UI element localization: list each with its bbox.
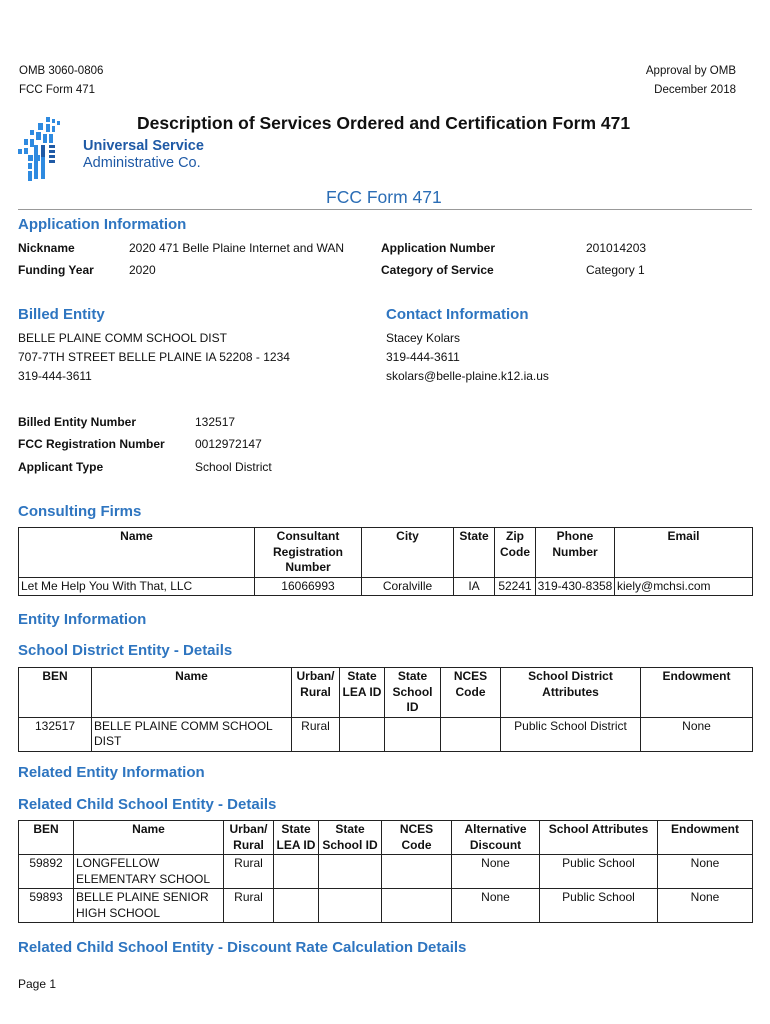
form-label: FCC Form 471 bbox=[19, 84, 96, 96]
billed-entity-address-block bbox=[18, 329, 290, 386]
related-child-details-heading: Related Child School Entity - Details bbox=[18, 796, 277, 813]
col-endowment: Endowment bbox=[641, 668, 753, 718]
usac-logo-text bbox=[83, 138, 204, 172]
col-nces-code: NCES Code bbox=[441, 668, 501, 718]
contact-name: Stacey Kolars bbox=[386, 331, 461, 345]
cell-name: LONGFELLOW ELEMENTARY SCHOOL bbox=[74, 855, 224, 889]
cell-registration: 16066993 bbox=[255, 577, 362, 596]
cell-name: Let Me Help You With That, LLC bbox=[19, 577, 255, 596]
school-district-table bbox=[18, 667, 753, 752]
header-left bbox=[19, 62, 103, 100]
col-endowment: Endowment bbox=[658, 821, 753, 855]
application-number-label: Application Number bbox=[381, 241, 496, 255]
fcc-registration-value: 0012972147 bbox=[195, 437, 262, 451]
col-phone: Phone Number bbox=[536, 528, 615, 578]
col-state-school-id: State School ID bbox=[319, 821, 382, 855]
related-child-table bbox=[18, 820, 753, 923]
table-header-row bbox=[19, 668, 753, 718]
col-zip: Zip Code bbox=[495, 528, 536, 578]
col-city: City bbox=[362, 528, 454, 578]
col-ben: BEN bbox=[19, 821, 74, 855]
contact-email: skolars@belle-plaine.k12.ia.us bbox=[386, 369, 549, 383]
logo-line-2: Administrative Co. bbox=[83, 155, 201, 171]
col-name: Name bbox=[74, 821, 224, 855]
header-right bbox=[646, 62, 736, 100]
funding-year-value: 2020 bbox=[129, 263, 156, 277]
billed-entity-name: BELLE PLAINE COMM SCHOOL DIST bbox=[18, 331, 227, 345]
cell-urban-rural: Rural bbox=[292, 717, 340, 751]
cell-endowment: None bbox=[658, 889, 753, 923]
category-label: Category of Service bbox=[381, 263, 494, 277]
consulting-firms-table bbox=[18, 527, 753, 596]
cell-urban-rural: Rural bbox=[224, 855, 274, 889]
contact-phone: 319-444-3611 bbox=[386, 350, 460, 364]
billed-entity-phone: 319-444-3611 bbox=[18, 369, 92, 383]
nickname-value: 2020 471 Belle Plaine Internet and WAN bbox=[129, 241, 345, 255]
cell-state: IA bbox=[454, 577, 495, 596]
contact-information-heading: Contact Information bbox=[386, 306, 529, 323]
cell-alternative-discount: None bbox=[452, 855, 540, 889]
table-row bbox=[19, 717, 753, 751]
cell-nces-code bbox=[382, 889, 452, 923]
school-district-details-heading: School District Entity - Details bbox=[18, 642, 233, 659]
title-divider bbox=[18, 209, 752, 210]
cell-urban-rural: Rural bbox=[224, 889, 274, 923]
cell-nces-code bbox=[441, 717, 501, 751]
table-header-row bbox=[19, 821, 753, 855]
document-title: Description of Services Ordered and Certification Form 471 bbox=[137, 113, 631, 133]
billed-entity-address: 707-7TH STREET BELLE PLAINE IA 52208 - 1234 bbox=[18, 350, 290, 364]
cell-name: BELLE PLAINE SENIOR HIGH SCHOOL bbox=[74, 889, 224, 923]
cell-ben: 59893 bbox=[19, 889, 74, 923]
cell-ben: 132517 bbox=[19, 717, 92, 751]
cell-zip: 52241 bbox=[495, 577, 536, 596]
related-entity-heading: Related Entity Information bbox=[18, 764, 205, 781]
cell-state-school-id bbox=[385, 717, 441, 751]
contact-block bbox=[386, 329, 549, 386]
application-information-heading: Application Information bbox=[18, 216, 187, 233]
col-consultant-registration: Consultant Registration Number bbox=[255, 528, 362, 578]
nickname-label: Nickname bbox=[18, 241, 75, 255]
col-ben: BEN bbox=[19, 668, 92, 718]
cell-state-lea-id bbox=[274, 855, 319, 889]
cell-alternative-discount: None bbox=[452, 889, 540, 923]
cell-city: Coralville bbox=[362, 577, 454, 596]
application-number-value: 201014203 bbox=[586, 241, 647, 255]
cell-state-lea-id bbox=[274, 889, 319, 923]
logo-line-1: Universal Service bbox=[83, 138, 204, 154]
entity-information-heading: Entity Information bbox=[18, 611, 147, 628]
col-state-school-id: State School ID bbox=[385, 668, 441, 718]
usac-logo-icon bbox=[16, 115, 78, 185]
cell-email: kiely@mchsi.com bbox=[615, 577, 753, 596]
col-state-lea-id: State LEA ID bbox=[340, 668, 385, 718]
cell-state-lea-id bbox=[340, 717, 385, 751]
form-title: FCC Form 471 bbox=[326, 187, 442, 207]
cell-school-attributes: Public School bbox=[540, 855, 658, 889]
table-row bbox=[19, 855, 753, 889]
ben-value: 132517 bbox=[195, 415, 236, 429]
cell-name: BELLE PLAINE COMM SCHOOL DIST bbox=[92, 717, 292, 751]
col-urban-rural: Urban/ Rural bbox=[224, 821, 274, 855]
col-alternative-discount: Alternative Discount bbox=[452, 821, 540, 855]
cell-phone: 319-430-8358 bbox=[536, 577, 615, 596]
consulting-firms-heading: Consulting Firms bbox=[18, 503, 142, 520]
discount-rate-heading: Related Child School Entity - Discount Rate Calculation Details bbox=[18, 939, 467, 956]
category-value: Category 1 bbox=[586, 263, 645, 277]
cell-nces-code bbox=[382, 855, 452, 889]
col-urban-rural: Urban/ Rural bbox=[292, 668, 340, 718]
col-district-attributes: School District Attributes bbox=[501, 668, 641, 718]
table-row bbox=[19, 577, 753, 596]
cell-school-attributes: Public School bbox=[540, 889, 658, 923]
col-name: Name bbox=[92, 668, 292, 718]
cell-ben: 59892 bbox=[19, 855, 74, 889]
funding-year-label: Funding Year bbox=[18, 263, 94, 277]
col-email: Email bbox=[615, 528, 753, 578]
fcc-registration-label: FCC Registration Number bbox=[18, 437, 165, 451]
cell-district-attributes: Public School District bbox=[501, 717, 641, 751]
col-name: Name bbox=[19, 528, 255, 578]
approval-date: December 2018 bbox=[654, 84, 736, 96]
cell-state-school-id bbox=[319, 855, 382, 889]
ben-label: Billed Entity Number bbox=[18, 415, 137, 429]
billed-entity-heading: Billed Entity bbox=[18, 306, 105, 323]
table-row bbox=[19, 889, 753, 923]
col-school-attributes: School Attributes bbox=[540, 821, 658, 855]
approval-text: Approval by OMB bbox=[645, 65, 736, 77]
cell-endowment: None bbox=[641, 717, 753, 751]
table-header-row bbox=[19, 528, 753, 578]
cell-endowment: None bbox=[658, 855, 753, 889]
cell-state-school-id bbox=[319, 889, 382, 923]
applicant-type-value: School District bbox=[195, 460, 272, 474]
col-state-lea-id: State LEA ID bbox=[274, 821, 319, 855]
applicant-type-label: Applicant Type bbox=[18, 460, 104, 474]
col-nces-code: NCES Code bbox=[382, 821, 452, 855]
page-number: Page 1 bbox=[18, 977, 57, 991]
omb-number: OMB 3060-0806 bbox=[19, 65, 104, 77]
col-state: State bbox=[454, 528, 495, 578]
